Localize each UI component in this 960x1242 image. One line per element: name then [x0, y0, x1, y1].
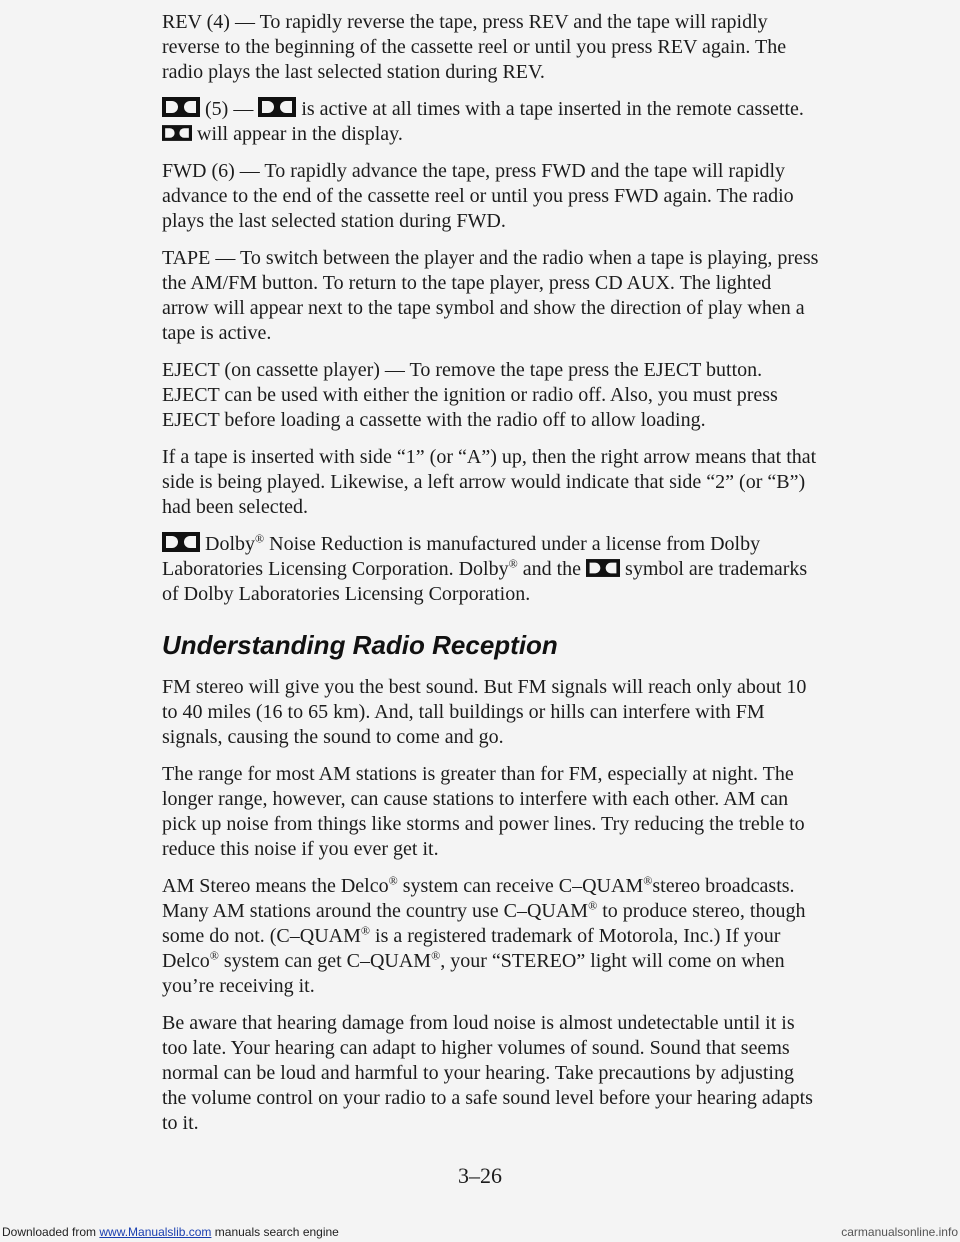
dolby-nr-text-c: will appear in the display.: [197, 123, 403, 145]
registered-mark: ®: [643, 873, 653, 888]
am-stereo-paragraph: [162, 874, 822, 999]
manualslib-link[interactable]: www.Manualslib.com: [99, 1225, 212, 1239]
page-content: [162, 10, 822, 1148]
tape-paragraph: TAPE — To switch between the player and the radio when a tape is playing, press the AM/FM button. To return to the tape player, press CD AUX. The lighted arrow will appear next to the tape symbol and show the direction of play when a tape is active.: [162, 247, 819, 344]
am-stereo-text-d: to produce stereo, though some do not. (C–QUAM: [162, 900, 806, 947]
am-stereo-text-c: stereo broadcasts. Many AM stations around the country use C–QUAM: [162, 875, 795, 922]
registered-mark: ®: [255, 531, 265, 546]
registered-mark: ®: [431, 948, 441, 963]
am-stereo-text-f: system can get C–QUAM: [223, 950, 432, 972]
footer-prefix: Downloaded from: [2, 1225, 100, 1239]
trademark-text-a: Dolby: [205, 533, 255, 555]
eject-paragraph: EJECT (on cassette player) — To remove the tape press the EJECT button. EJECT can be used with either the ignition or radio off. Also, you must press EJECT before loading a cassette with the radio off to allow loading.: [162, 359, 778, 431]
dolby-icon: [162, 97, 200, 117]
download-footer: [2, 1225, 339, 1239]
fm-range-paragraph: FM stereo will give you the best sound. But FM signals will reach only about 10 to 40 miles (16 to 65 km). And, tall buildings or hills can interfere with FM signals, causing the sound to come and go.: [162, 676, 807, 748]
trademark-text-d: symbol are trademarks of Dolby Laboratories Licensing Corporation.: [162, 558, 808, 605]
fwd-paragraph: FWD (6) — To rapidly advance the tape, press FWD and the tape will rapidly advance to the end of the cassette reel or until you press FWD again. The radio plays the last selected station during FWD.: [162, 160, 794, 232]
tape-side-paragraph: If a tape is inserted with side “1” (or “A”) up, then the right arrow means that that side is being played. Likewise, a left arrow would indicate that side “2” (or “B”) had been selected.: [162, 446, 817, 518]
dolby-nr-paragraph: [162, 97, 822, 147]
am-stereo-text-e: is a registered trademark of Motorola, Inc.) If your Delco: [162, 925, 781, 972]
dolby-nr-text-a: (5) —: [205, 98, 254, 120]
footer-suffix: manuals search engine: [211, 1225, 339, 1239]
dolby-icon: [162, 124, 192, 142]
trademark-text-c: and the: [522, 558, 582, 580]
rev-paragraph: REV (4) — To rapidly reverse the tape, press REV and the tape will rapidly reverse to the beginning of the cassette reel or until you press REV again. The radio plays the last selected station during REV.: [162, 11, 787, 83]
am-range-paragraph: The range for most AM stations is greater than for FM, especially at night. The longer range, however, can cause stations to interfere with each other. AM can pick up noise from things like storms and power lines. Try reducing the treble to reduce this noise if you ever get it.: [162, 763, 805, 860]
registered-mark: ®: [360, 923, 371, 938]
registered-mark: ®: [388, 873, 398, 888]
dolby-icon: [162, 532, 200, 552]
hearing-warning-paragraph: Be aware that hearing damage from loud noise is almost undetectable until it is too late. Your hearing can adapt to higher volumes of sound. Sound that seems normal can be loud and harmful to your hearing. Take precautions by adjusting the volume control on your radio to a safe sound level before your hearing adapts to it.: [162, 1012, 813, 1134]
am-stereo-text-b: system can receive C–QUAM: [402, 875, 644, 897]
am-stereo-text-g: , your “STEREO” light will come on when you’re receiving it.: [162, 950, 785, 997]
section-heading: Understanding Radio Reception: [162, 630, 558, 660]
dolby-nr-text-b: is active at all times with a tape inserted in the remote cassette.: [301, 98, 804, 120]
am-stereo-text-a: AM Stereo means the Delco: [162, 875, 389, 897]
trademark-text-b: Noise Reduction is manufactured under a license from Dolby Laboratories Licensing Corporation. Dolby: [162, 533, 761, 580]
registered-mark: ®: [508, 556, 518, 571]
dolby-icon: [258, 97, 296, 117]
watermark-footer: carmanualsonline.info: [841, 1225, 958, 1239]
registered-mark: ®: [209, 948, 219, 963]
dolby-icon: [586, 559, 620, 577]
page-number: 3–26: [458, 1163, 502, 1188]
trademark-paragraph: [162, 532, 822, 607]
registered-mark: ®: [588, 898, 598, 913]
